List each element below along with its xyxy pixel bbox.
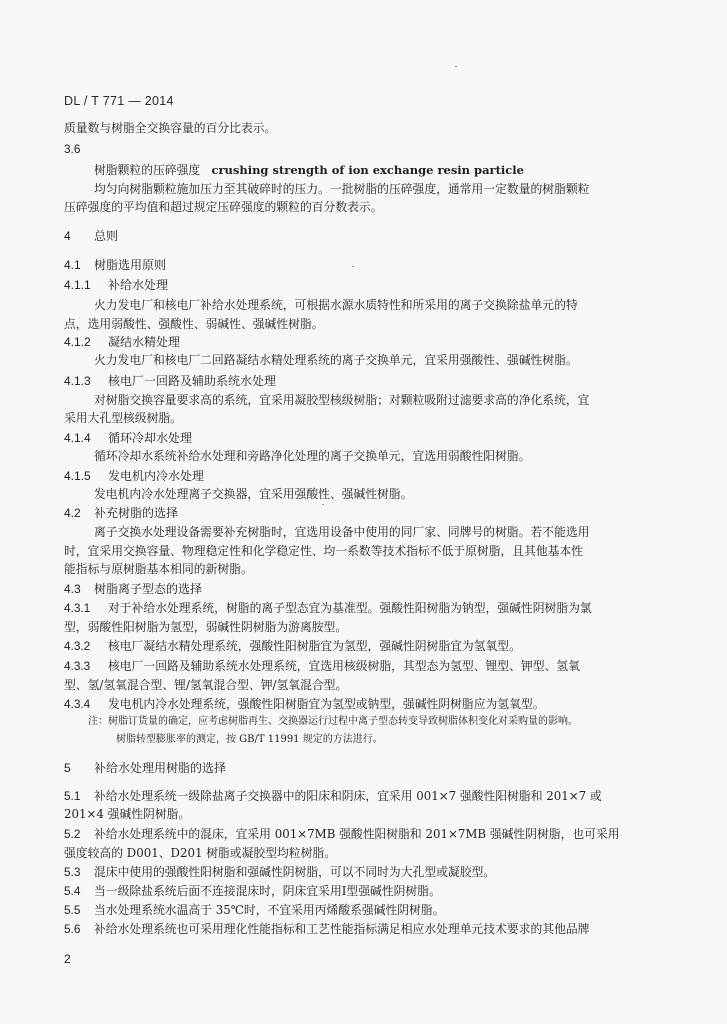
scan-speck <box>455 66 457 67</box>
paragraph-line: 离子交换水处理设备需要补充树脂时，宜选用设备中使用的同厂家、同牌号的树脂。若不能选用 <box>94 525 590 539</box>
paragraph-line: 采用大孔型核级树脂。 <box>64 411 182 425</box>
subsection-heading: 4.3 树脂离子型态的选择 <box>64 582 203 596</box>
paragraph-line: 火力发电厂和核电厂补给水处理系统，可根据水源水质特性和所采用的离子交换除盐单元的特 <box>94 298 578 312</box>
clause-number: 3.6 <box>64 142 81 156</box>
clause-heading: 4.1.5 发电机内冷水处理 <box>64 469 205 483</box>
clause-line: 4.3.2 核电厂凝结水精处理系统，强酸性阳树脂宜为氢型，强碱性阴树脂宜为氢氧型。 <box>64 639 521 653</box>
term-english: crushing strength of ion exchange resin particle <box>211 163 524 177</box>
clause-line: 4.3.4 发电机内冷水处理系统，强酸性阳树脂宜为氢型或钠型，强碱性阴树脂应为氢氧型。 <box>64 697 545 711</box>
clause-line: 5.1 补给水处理系统一级除盐离子交换器中的阳床和阴床，宜采用 001×7 强酸性阳树脂和 201×7 或 <box>64 789 602 803</box>
paragraph-line: 质量数与树脂全交换容量的百分比表示。 <box>64 121 277 135</box>
paragraph-line: 强度较高的 D001、D201 树脂或凝胶型均粒树脂。 <box>64 846 336 860</box>
clause-line: 5.4 当一级除盐系统后面不连接混床时，阴床宜采用Ⅰ型强碱性阴树脂。 <box>64 884 441 898</box>
paragraph-line: 时，宜采用交换容量、物理稳定性和化学稳定性、均一系数等技术指标不低于原树脂，且其他基本性 <box>64 544 584 558</box>
note-line: 注：树脂订货量的确定，应考虑树脂再生、交换器运行过程中离子型态转变导致树脂体积变化对采购量的影响。 <box>88 716 578 727</box>
clause-line: 4.3.3 核电厂一回路及辅助系统水处理系统，宜选用核级树脂，其型态为氢型、锂型、钾型、氢氧 <box>64 659 580 673</box>
clause-heading: 4.1.3 核电厂一回路及辅助系统水处理 <box>64 374 277 388</box>
standard-code-header: DL / T 771 — 2014 <box>64 94 174 108</box>
term-definition-heading <box>94 162 524 178</box>
subsection-heading: 4.1 树脂选用原则 <box>64 258 167 272</box>
note-line: 树脂转型膨胀率的测定，按 GB/T 11991 规定的方法进行。 <box>116 734 383 745</box>
clause-line: 5.3 混床中使用的强酸性阳树脂和强碱性阴树脂，可以不同时为大孔型或凝胶型。 <box>64 865 496 879</box>
clause-heading: 4.1.1 补给水处理 <box>64 278 169 292</box>
clause-line: 5.2 补给水处理系统中的混床，宜采用 001×7MB 强酸性阳树脂和 201×7MB 强碱性阴树脂，也可采用 <box>64 827 620 841</box>
paragraph-line: 型，弱酸性阳树脂为氢型，弱碱性阴树脂为游离胺型。 <box>64 620 348 634</box>
scan-speck <box>322 504 324 505</box>
paragraph-line: 压碎强度的平均值和超过规定压碎强度的颗粒的百分数表示。 <box>64 200 383 214</box>
paragraph-line: 点，选用弱酸性、强酸性、弱碱性、强碱性树脂。 <box>64 317 324 331</box>
term-chinese: 树脂颗粒的压碎强度 <box>94 163 201 177</box>
paragraph-line: 能指标与原树脂基本相同的新树脂。 <box>64 562 253 576</box>
paragraph-line: 循环冷却水系统补给水处理和旁路净化处理的离子交换单元，宜选用弱酸性阳树脂。 <box>94 449 531 463</box>
clause-line: 4.3.1 对于补给水处理系统，树脂的离子型态宜为基准型。强酸性阳树脂为钠型，强碱性阴树脂为氯 <box>64 601 592 615</box>
clause-line: 5.5 当水处理系统水温高于 35℃时，不宜采用丙烯酸系强碱性阴树脂。 <box>64 903 445 917</box>
paragraph-line: 对树脂交换容量要求高的系统，宜采用凝胶型核级树脂；对颗粒吸附过滤要求高的净化系统，宜 <box>94 393 590 407</box>
paragraph-line: 发电机内冷水处理离子交换器，宜采用强酸性、强碱性树脂。 <box>94 487 413 501</box>
paragraph-line: 火力发电厂和核电厂二回路凝结水精处理系统的离子交换单元，宜采用强酸性、强碱性树脂。 <box>94 353 578 367</box>
scan-speck <box>352 266 354 267</box>
clause-heading: 4.1.2 凝结水精处理 <box>64 335 181 349</box>
page-number: 2 <box>64 952 71 966</box>
section-heading: 5 补给水处理用树脂的选择 <box>64 761 227 775</box>
subsection-heading: 4.2 补充树脂的选择 <box>64 506 179 520</box>
section-heading: 4 总则 <box>64 229 119 243</box>
paragraph-line: 型、氢/氢氧混合型、锂/氢氧混合型、钾/氢氧混合型。 <box>64 678 348 692</box>
paragraph-line: 均匀向树脂颗粒施加压力至其破碎时的压力。一批树脂的压碎强度，通常用一定数量的树脂颗粒 <box>94 182 590 196</box>
clause-heading: 4.1.4 循环冷却水处理 <box>64 431 193 445</box>
paragraph-line: 201×4 强碱性阴树脂。 <box>64 807 191 821</box>
clause-line: 5.6 补给水处理系统也可采用理化性能指标和工艺性能指标满足相应水处理单元技术要求的其他品牌 <box>64 922 590 936</box>
